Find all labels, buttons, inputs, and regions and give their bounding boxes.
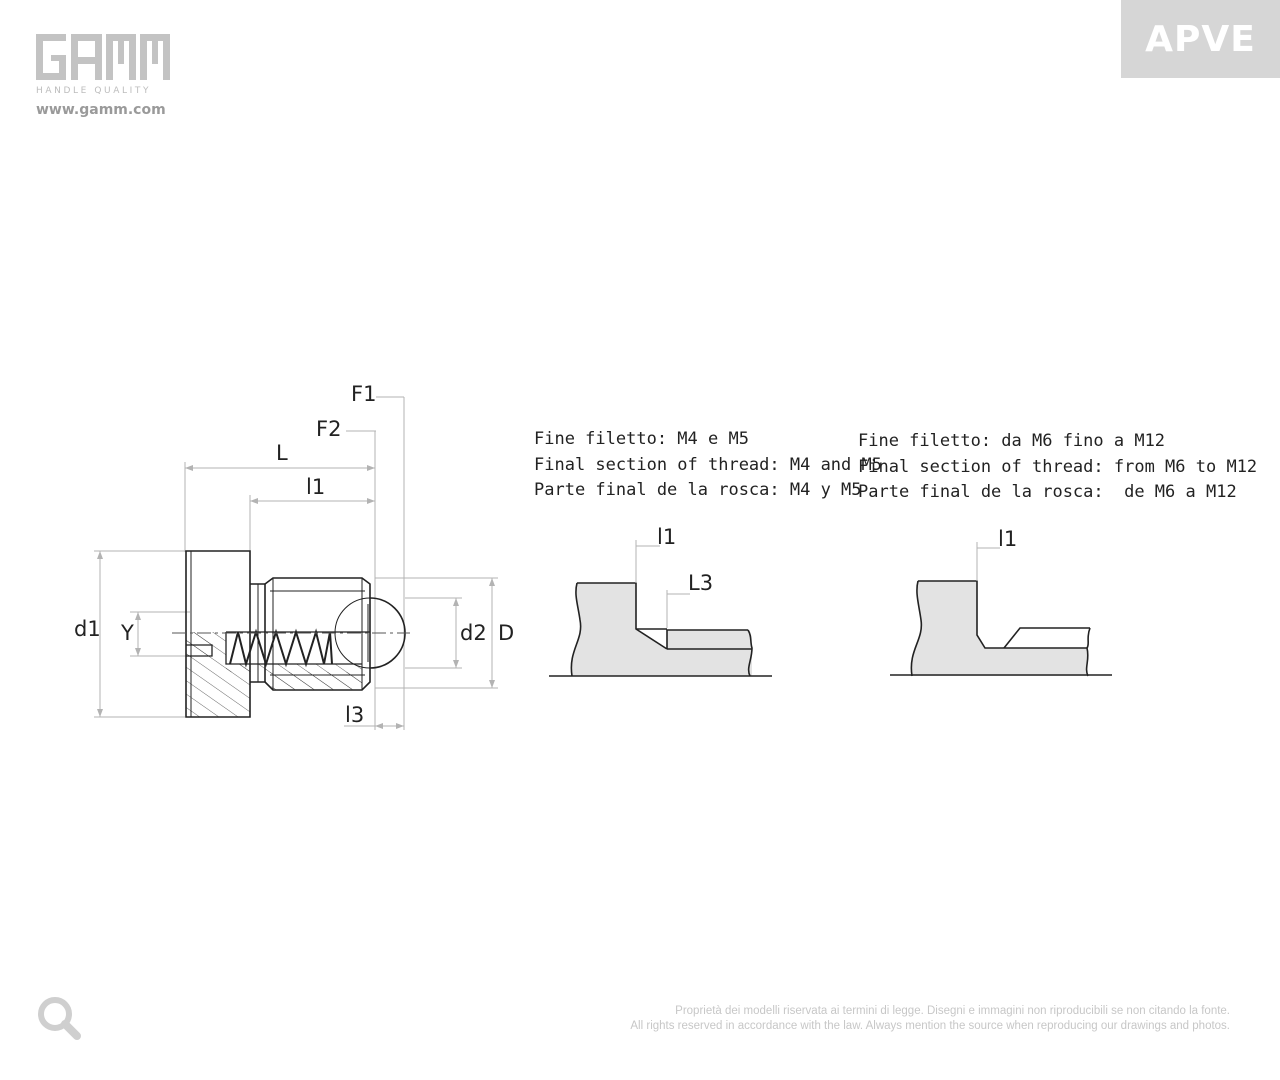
detail-small-note-line: Final section of thread: M4 and M5: [534, 454, 882, 475]
detail-large-notes: [858, 429, 1257, 506]
thread-end-detail-large: [890, 527, 1112, 676]
label-D: D: [498, 621, 515, 645]
detail-large-note-line: Parte final de la rosca: de M6 a M12: [858, 482, 1237, 502]
copyright-line-1: Proprietà dei modelli riservata ai termini di legge. Disegni e immagini non riproducibili se non citando la fonte.: [675, 1005, 1230, 1017]
label-l1: l1: [306, 475, 326, 499]
label-L: L: [276, 441, 288, 465]
detail-small-notes: [534, 427, 882, 504]
detail-small-label-L3: L3: [688, 571, 714, 595]
label-F2: F2: [316, 417, 342, 441]
label-d1: d1: [74, 617, 101, 641]
brand-tagline: HANDLE QUALITY: [36, 86, 152, 96]
thread-end-detail-small: [549, 525, 772, 676]
copyright-line-2: All rights reserved in accordance with the law. Always mention the source when reproducing our drawings and photos.: [630, 1020, 1230, 1032]
magnifier-icon[interactable]: [36, 995, 82, 1045]
detail-large-note-line: Fine filetto: da M6 fino a M12: [858, 431, 1166, 451]
spring-plunger-part: [172, 551, 410, 717]
detail-large-label-l1: l1: [998, 527, 1018, 551]
copyright-notice: [630, 1004, 1230, 1034]
detail-small-note-line: Fine filetto: M4 e M5: [534, 429, 749, 449]
website-link[interactable]: www.gamm.com: [36, 102, 166, 118]
product-code-badge: APVE: [1121, 0, 1280, 78]
label-Y: Y: [121, 621, 134, 645]
detail-small-label-l1: l1: [657, 525, 677, 549]
label-F1: F1: [351, 382, 377, 406]
label-d2: d2: [460, 621, 487, 645]
detail-small-note-line: Parte final de la rosca: M4 y M5: [534, 480, 862, 500]
detail-large-note-line: Final section of thread: from M6 to M12: [858, 456, 1258, 477]
label-l3: l3: [345, 703, 365, 727]
